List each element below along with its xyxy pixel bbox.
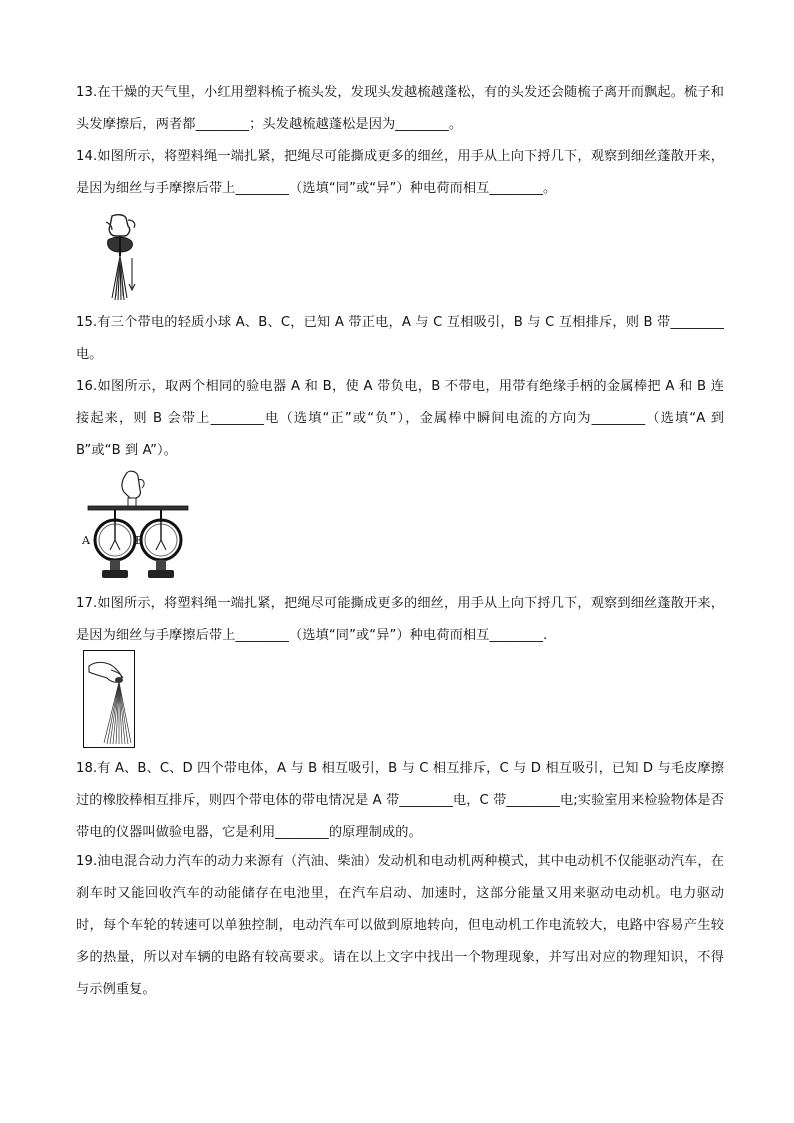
question-15: 15.有三个带电的轻质小球 A、B、C，已知 A 带正电，A 与 C 互相吸引，B 与 C 互相排斥，则 B 带________电。 bbox=[76, 315, 724, 362]
figure-plastic-rope-hand-small bbox=[98, 212, 144, 302]
figure-electroscopes bbox=[80, 470, 192, 584]
question-17: 17.如图所示，将塑料绳一端扎紧，把绳尽可能撕成更多的细丝，用手从上向下捋几下，观察到细丝蓬散开来，是因为细丝与手摩擦后带上________（选填“同”或“异”）种电荷而相互________. bbox=[76, 596, 724, 643]
figure-plastic-rope-hand-framed bbox=[83, 650, 135, 748]
electroscope-label-a: A bbox=[82, 534, 90, 547]
question-13: 13.在干燥的天气里，小红用塑料梳子梳头发，发现头发越梳越蓬松，有的头发还会随梳子离开而飘起。梳子和头发摩擦后，两者都________；头发越梳越蓬松是因为________。 bbox=[76, 85, 724, 132]
question-16: 16.如图所示，取两个相同的验电器 A 和 B，使 A 带负电，B 不带电，用带有绝缘手柄的金属棒把 A 和 B 连接起来，则 B 会带上________电（选填“正”或“负”），金属棒中瞬间电流的方向为________（选填“A 到 B”或“B 到 A”）。 bbox=[76, 379, 724, 458]
question-19: 19.油电混合动力汽车的动力来源有（汽油、柴油）发动机和电动机两种模式，其中电动机不仅能驱动汽车，在刹车时又能回收汽车的动能储存在电池里，在汽车启动、加速时，这部分能量又用来驱动电动机。电力驱动时，每个车轮的转速可以单独控制，电动汽车可以做到原地转向，但电动机工作电流较大，电路中容易产生较多的热量，所以对车辆的电路有较高要求。请在以上文字中找出一个物理现象，并写出对应的物理知识，不得与示例重复。 bbox=[76, 854, 724, 997]
electroscope-label-b: B bbox=[135, 534, 144, 547]
question-14: 14.如图所示，将塑料绳一端扎紧，把绳尽可能撕成更多的细丝，用手从上向下捋几下，观察到细丝蓬散开来，是因为细丝与手摩擦后带上________（选填“同”或“异”）种电荷而相互________。 bbox=[76, 149, 724, 196]
question-18: 18.有 A、B、C、D 四个带电体，A 与 B 相互吸引，B 与 C 相互排斥，C 与 D 相互吸引，已知 D 与毛皮摩擦过的橡胶棒相互排斥，则四个带电体的带电情况是 A 带________电，C 带________电;实验室用来检验物体是否带电的仪器叫做验电器，它是利用________的原理制成的。 bbox=[76, 761, 724, 840]
